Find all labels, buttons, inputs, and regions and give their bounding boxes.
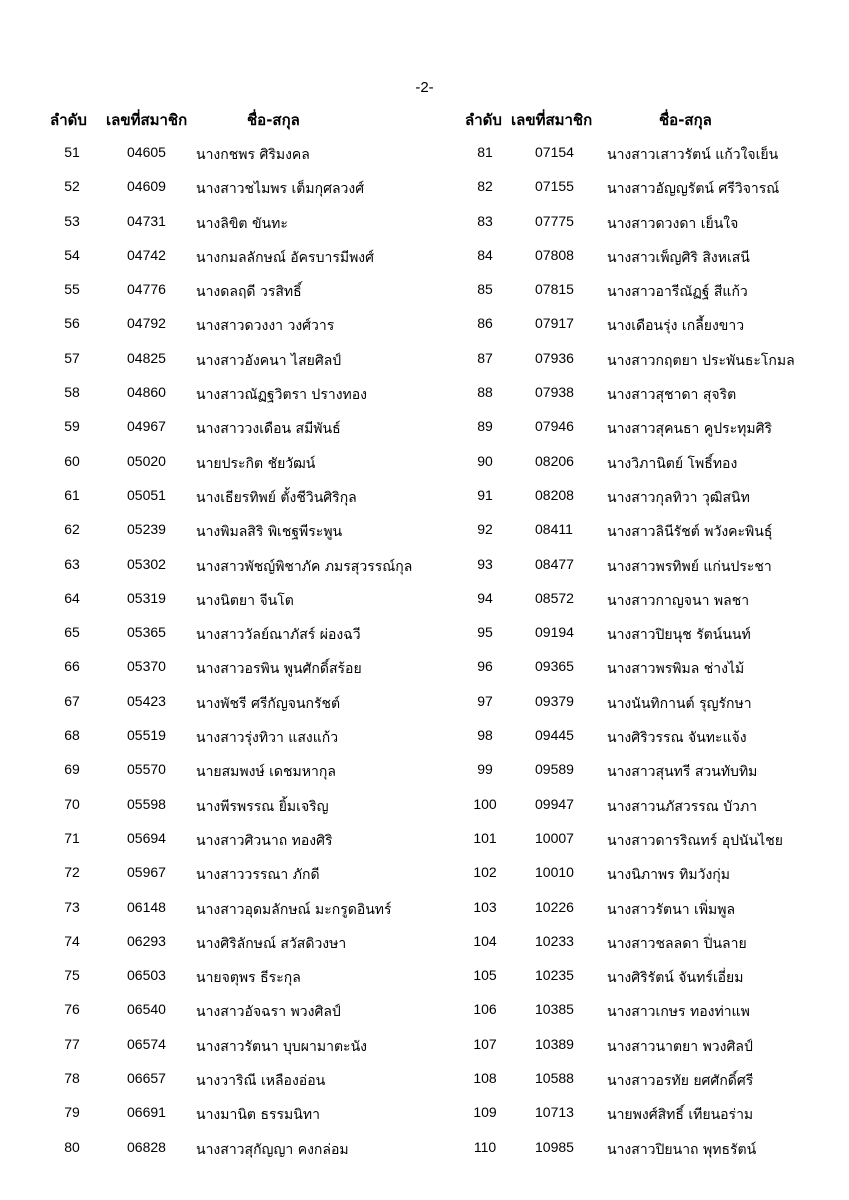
table-row (425, 658, 849, 692)
row-number: 83 (477, 212, 493, 229)
table-row (425, 933, 849, 967)
member-number: 09589 (535, 761, 574, 778)
member-number: 05967 (127, 864, 166, 881)
member-name: นางสาวณัฏฐวิตรา ปรางทอง (196, 387, 368, 404)
row-number: 90 (477, 452, 493, 469)
member-number: 07808 (535, 246, 574, 263)
member-number: 05423 (127, 692, 166, 709)
member-number: 10007 (535, 829, 574, 846)
table-row (0, 693, 440, 727)
member-name: นางวาริณี เหลืองอ่อน (196, 1073, 326, 1090)
header-name: ชื่อ-สกุล (659, 111, 712, 129)
row-number: 107 (473, 1035, 497, 1052)
table-row (425, 899, 849, 933)
row-number: 62 (64, 521, 80, 538)
table-row (0, 1139, 440, 1173)
member-number: 04967 (127, 418, 166, 435)
member-name: นางสาวเสาวรัตน์ แก้วใจเย็น (607, 147, 779, 163)
member-number: 08411 (535, 521, 573, 538)
table-row (0, 864, 440, 898)
member-number: 06293 (127, 932, 166, 949)
member-number: 06657 (127, 1070, 166, 1087)
member-number: 10985 (535, 1138, 574, 1155)
member-number: 05694 (127, 829, 166, 846)
table-row (0, 658, 440, 692)
member-number: 07155 (535, 178, 574, 195)
row-number: 60 (64, 452, 80, 469)
member-number: 09194 (535, 624, 574, 641)
member-number: 07154 (535, 144, 574, 160)
member-name: นางสาววรรณา ภักดี (196, 867, 320, 884)
member-name: นางสาวลินีรัชต์ พวังคะพินธุ์ (607, 524, 773, 541)
member-name: นางสาวอัจฉรา พวงศิลป์ (196, 1004, 341, 1021)
member-name: นางนันทิกานต์ รุญรักษา (607, 695, 752, 712)
member-name: นางสาวรัตนา บุบผามาตะนัง (196, 1038, 367, 1055)
member-name: นางสาวเพ็ญศิริ สิงหเสนี (607, 249, 750, 266)
table-row (0, 144, 440, 178)
member-number: 05302 (127, 555, 166, 572)
member-name: นางเธียรทิพย์ ตั้งชีวินศิริกุล (196, 489, 357, 506)
table-row (425, 178, 849, 212)
member-name: นางสาวกาญจนา พลชา (607, 592, 750, 609)
table-row (0, 899, 440, 933)
member-number: 10588 (535, 1070, 574, 1087)
member-name: นางสาวนาตยา พวงศิลป์ (607, 1038, 753, 1055)
member-name: นางศิริวรรณ จันทะแจ้ง (607, 730, 747, 747)
row-number: 85 (477, 281, 493, 298)
member-name: นางนิตยา จีนโต (196, 592, 294, 609)
table-row (425, 144, 849, 178)
table-row (0, 487, 440, 521)
member-name: นางสาวอรทัย ยศศักดิ์ศรี (607, 1073, 754, 1090)
table-row (425, 487, 849, 521)
member-name: นางสาวสุนทรี สวนทับทิม (607, 764, 758, 781)
member-name: นางสาวอัญญรัตน์ ศรีวิจารณ์ (607, 181, 780, 198)
member-number: 10385 (535, 1001, 574, 1018)
row-number: 75 (64, 967, 80, 984)
member-number: 04731 (127, 212, 166, 229)
table-row (0, 933, 440, 967)
row-number: 99 (477, 761, 493, 778)
table-row (425, 247, 849, 281)
row-number: 89 (477, 418, 493, 435)
row-number: 102 (473, 864, 497, 881)
member-number: 08206 (535, 452, 574, 469)
table-row (0, 281, 440, 315)
member-number: 04776 (127, 281, 166, 298)
header-no: ลำดับ (465, 111, 502, 129)
member-name: นางศิริรัตน์ จันทร์เอี่ยม (607, 970, 744, 987)
member-number: 06503 (127, 967, 166, 984)
table-row (425, 1001, 849, 1035)
member-number: 05319 (127, 589, 166, 606)
row-number: 54 (64, 246, 80, 263)
member-number: 10010 (535, 864, 574, 881)
table-row (0, 967, 440, 1001)
member-number: 04742 (127, 246, 166, 263)
table-row (425, 590, 849, 624)
row-number: 69 (64, 761, 80, 778)
member-name: นางสาวรุ่งทิวา แสงแก้ว (196, 730, 339, 747)
member-number: 10389 (535, 1035, 574, 1052)
member-name: นายพงศ์สิทธิ์ เทียนอร่าม (607, 1107, 754, 1124)
table-row (0, 178, 440, 212)
member-name: นางสาวอุดมลักษณ์ มะกรูดอินทร์ (196, 901, 392, 918)
row-number: 86 (477, 315, 493, 332)
member-name: นางนิภาพร ทิมวังกุ่ม (607, 867, 730, 884)
row-number: 101 (473, 829, 497, 846)
table-row (0, 796, 440, 830)
row-number: 76 (64, 1001, 80, 1018)
member-table-left (0, 108, 440, 1173)
member-number: 09445 (535, 727, 574, 744)
member-name: นางสาวดวงงา วงศ์วาร (196, 318, 335, 335)
member-name: นางสาวเกษร ทองท่าแพ (607, 1004, 750, 1021)
member-name: นางสาวพรพิมล ช่างไม้ (607, 661, 745, 678)
table-row (0, 350, 440, 384)
member-number: 04609 (127, 178, 166, 195)
member-name: นางสาววงเดือน สมีพันธ์ (196, 421, 341, 438)
row-number: 63 (64, 555, 80, 572)
member-name: นางสาวศิวนาถ ทองศิริ (196, 832, 333, 849)
row-number: 79 (64, 1104, 80, 1121)
member-number: 09365 (535, 658, 574, 675)
row-number: 84 (477, 246, 493, 263)
member-number: 10713 (535, 1104, 574, 1121)
member-name: นางสาวอรพิน พูนศักดิ์สร้อย (196, 661, 362, 678)
member-number: 07917 (535, 315, 574, 332)
member-name: นางสาวสุชาดา สุจริต (607, 387, 737, 404)
member-name: นางกชพร ศิริมงคล (196, 147, 310, 163)
row-number: 52 (64, 178, 80, 195)
row-number: 92 (477, 521, 493, 538)
table-rows (425, 144, 849, 1173)
member-name: นางสาวชไมพร เต็มกุศลวงศ์ (196, 181, 365, 198)
member-name: นางสาวกุลทิวา วุฒิสนิท (607, 489, 750, 506)
member-name: นางลิขิต ขันทะ (196, 215, 288, 232)
table-row (0, 213, 440, 247)
table-row (425, 864, 849, 898)
member-number: 08208 (535, 486, 574, 503)
row-number: 80 (64, 1138, 80, 1155)
member-name: นางพิมลสิริ พิเชฐพีระพูน (196, 524, 343, 541)
table-row (425, 315, 849, 349)
member-number: 05020 (127, 452, 166, 469)
member-name: นางสาวนภัสวรรณ บัวภา (607, 798, 758, 815)
member-number: 09379 (535, 692, 574, 709)
member-number: 04792 (127, 315, 166, 332)
row-number: 91 (477, 486, 493, 503)
member-number: 10235 (535, 967, 574, 984)
header-member-no: เลขที่สมาชิก (511, 111, 593, 129)
table-row (0, 556, 440, 590)
row-number: 65 (64, 624, 80, 641)
member-name: นางสาวสุคนธา คูประทุมศิริ (607, 421, 773, 438)
member-number: 09947 (535, 795, 574, 812)
row-number: 55 (64, 281, 80, 298)
table-row (425, 1139, 849, 1173)
member-number: 05239 (127, 521, 166, 538)
page-number: -2- (415, 79, 434, 96)
row-number: 68 (64, 727, 80, 744)
row-number: 95 (477, 624, 493, 641)
member-name: นางมานิต ธรรมนิทา (196, 1107, 320, 1124)
table-row (0, 384, 440, 418)
table-row (425, 830, 849, 864)
table-row (0, 1104, 440, 1138)
member-name: นายประกิต ชัยวัฒน์ (196, 455, 316, 472)
member-number: 06540 (127, 1001, 166, 1018)
member-number: 10233 (535, 932, 574, 949)
row-number: 58 (64, 384, 80, 401)
table-row (425, 453, 849, 487)
member-name: นางสาวรัตนา เพิ่มพูล (607, 901, 736, 918)
row-number: 88 (477, 384, 493, 401)
member-name: นางสาวกฤตยา ประพันธะโกมล (607, 352, 795, 369)
row-number: 98 (477, 727, 493, 744)
row-number: 87 (477, 349, 493, 366)
table-row (425, 281, 849, 315)
member-name: นางสาวอารีณัฏฐ์ สีแก้ว (607, 284, 748, 301)
table-row (0, 315, 440, 349)
table-row (425, 556, 849, 590)
member-number: 05598 (127, 795, 166, 812)
table-row (0, 1036, 440, 1070)
row-number: 61 (64, 486, 80, 503)
table-row (0, 521, 440, 555)
member-name: นางสาวดารริณทร์ อุปนันไชย (607, 832, 783, 849)
member-name: นางสาวปิยนาถ พุทธรัตน์ (607, 1141, 757, 1158)
row-number: 108 (473, 1070, 497, 1087)
table-header (0, 108, 440, 132)
row-number: 59 (64, 418, 80, 435)
member-number: 07946 (535, 418, 574, 435)
table-row (425, 213, 849, 247)
row-number: 106 (473, 1001, 497, 1018)
row-number: 110 (473, 1138, 497, 1155)
member-number: 07938 (535, 384, 574, 401)
row-number: 74 (64, 932, 80, 949)
row-number: 57 (64, 349, 80, 366)
member-number: 05370 (127, 658, 166, 675)
member-name: นางสาววัลย์ณาภัสร์ ผ่องฉวี (196, 627, 361, 644)
row-number: 82 (477, 178, 493, 195)
member-name: นางสาวอังคนา ไสยศิลป์ (196, 352, 342, 369)
member-name: นางพัชรี ศรีกัญจนกรัชต์ (196, 695, 341, 712)
table-row (0, 1001, 440, 1035)
table-row (425, 796, 849, 830)
row-number: 78 (64, 1070, 80, 1087)
table-row (0, 418, 440, 452)
table-row (425, 1036, 849, 1070)
member-number: 10226 (535, 898, 574, 915)
member-number: 06828 (127, 1138, 166, 1155)
table-rows (0, 144, 440, 1173)
member-number: 08477 (535, 555, 574, 572)
member-name: นางสาวดวงดา เย็นใจ (607, 215, 739, 232)
table-row (0, 830, 440, 864)
table-row (425, 384, 849, 418)
table-row (0, 590, 440, 624)
table-header (425, 108, 849, 132)
member-number: 06691 (127, 1104, 166, 1121)
row-number: 81 (477, 144, 493, 160)
member-name: นางพีรพรรณ ยิ้มเจริญ (196, 798, 329, 815)
table-row (425, 727, 849, 761)
row-number: 77 (64, 1035, 80, 1052)
member-name: นางสาวชลลดา ปิ่นลาย (607, 935, 747, 952)
member-name: นางสาวพรทิพย์ แก่นประชา (607, 558, 772, 575)
table-row (0, 727, 440, 761)
member-number: 08572 (535, 589, 574, 606)
row-number: 64 (64, 589, 80, 606)
member-name: นางเดือนรุ่ง เกลี้ยงขาว (607, 318, 745, 335)
row-number: 93 (477, 555, 493, 572)
table-row (425, 761, 849, 795)
row-number: 97 (477, 692, 493, 709)
table-row (425, 1104, 849, 1138)
member-name: นางกมลลักษณ์ อัครบารมีพงศ์ (196, 249, 375, 266)
table-row (0, 247, 440, 281)
table-row (0, 1070, 440, 1104)
table-row (425, 693, 849, 727)
member-name: นางดลฤดี วรสิทธิ์ (196, 284, 302, 301)
header-name: ชื่อ-สกุล (247, 111, 300, 129)
member-number: 05365 (127, 624, 166, 641)
member-number: 07815 (535, 281, 574, 298)
member-table-right (425, 108, 849, 1173)
row-number: 67 (64, 692, 80, 709)
table-row (425, 1070, 849, 1104)
member-name: นางวิภานิตย์ โพธิ์ทอง (607, 455, 738, 472)
member-name: นายสมพงษ์ เดชมหากุล (196, 764, 336, 781)
row-number: 104 (473, 932, 497, 949)
row-number: 51 (64, 144, 80, 160)
row-number: 96 (477, 658, 493, 675)
row-number: 70 (64, 795, 80, 812)
table-row (425, 624, 849, 658)
table-row (425, 418, 849, 452)
member-number: 05519 (127, 727, 166, 744)
member-number: 05570 (127, 761, 166, 778)
member-name: นางสาวพัชญ์พิชาภัค ภมรสุวรรณ์กุล (196, 558, 413, 575)
member-number: 07936 (535, 349, 574, 366)
row-number: 53 (64, 212, 80, 229)
member-number: 06148 (127, 898, 166, 915)
table-row (425, 350, 849, 384)
member-number: 07775 (535, 212, 574, 229)
row-number: 94 (477, 589, 493, 606)
member-number: 04825 (127, 349, 166, 366)
row-number: 100 (473, 795, 497, 812)
table-row (425, 967, 849, 1001)
row-number: 109 (473, 1104, 497, 1121)
member-number: 06574 (127, 1035, 166, 1052)
table-row (425, 521, 849, 555)
member-name: นางสาวสุกัญญา คงกล่อม (196, 1141, 349, 1158)
row-number: 71 (64, 829, 80, 846)
header-no: ลำดับ (50, 111, 87, 129)
member-name: นางศิริลักษณ์ สวัสดิวงษา (196, 935, 347, 952)
header-member-no: เลขที่สมาชิก (106, 111, 188, 129)
row-number: 72 (64, 864, 80, 881)
row-number: 103 (473, 898, 497, 915)
row-number: 73 (64, 898, 80, 915)
member-name: นายจตุพร ธีระกุล (196, 970, 301, 987)
table-row (0, 453, 440, 487)
table-row (0, 761, 440, 795)
row-number: 56 (64, 315, 80, 332)
member-number: 04860 (127, 384, 166, 401)
member-name: นางสาวปิยนุช รัตน์นนท์ (607, 627, 751, 644)
member-number: 04605 (127, 144, 166, 160)
table-row (0, 624, 440, 658)
row-number: 66 (64, 658, 80, 675)
member-number: 05051 (127, 486, 166, 503)
row-number: 105 (473, 967, 497, 984)
